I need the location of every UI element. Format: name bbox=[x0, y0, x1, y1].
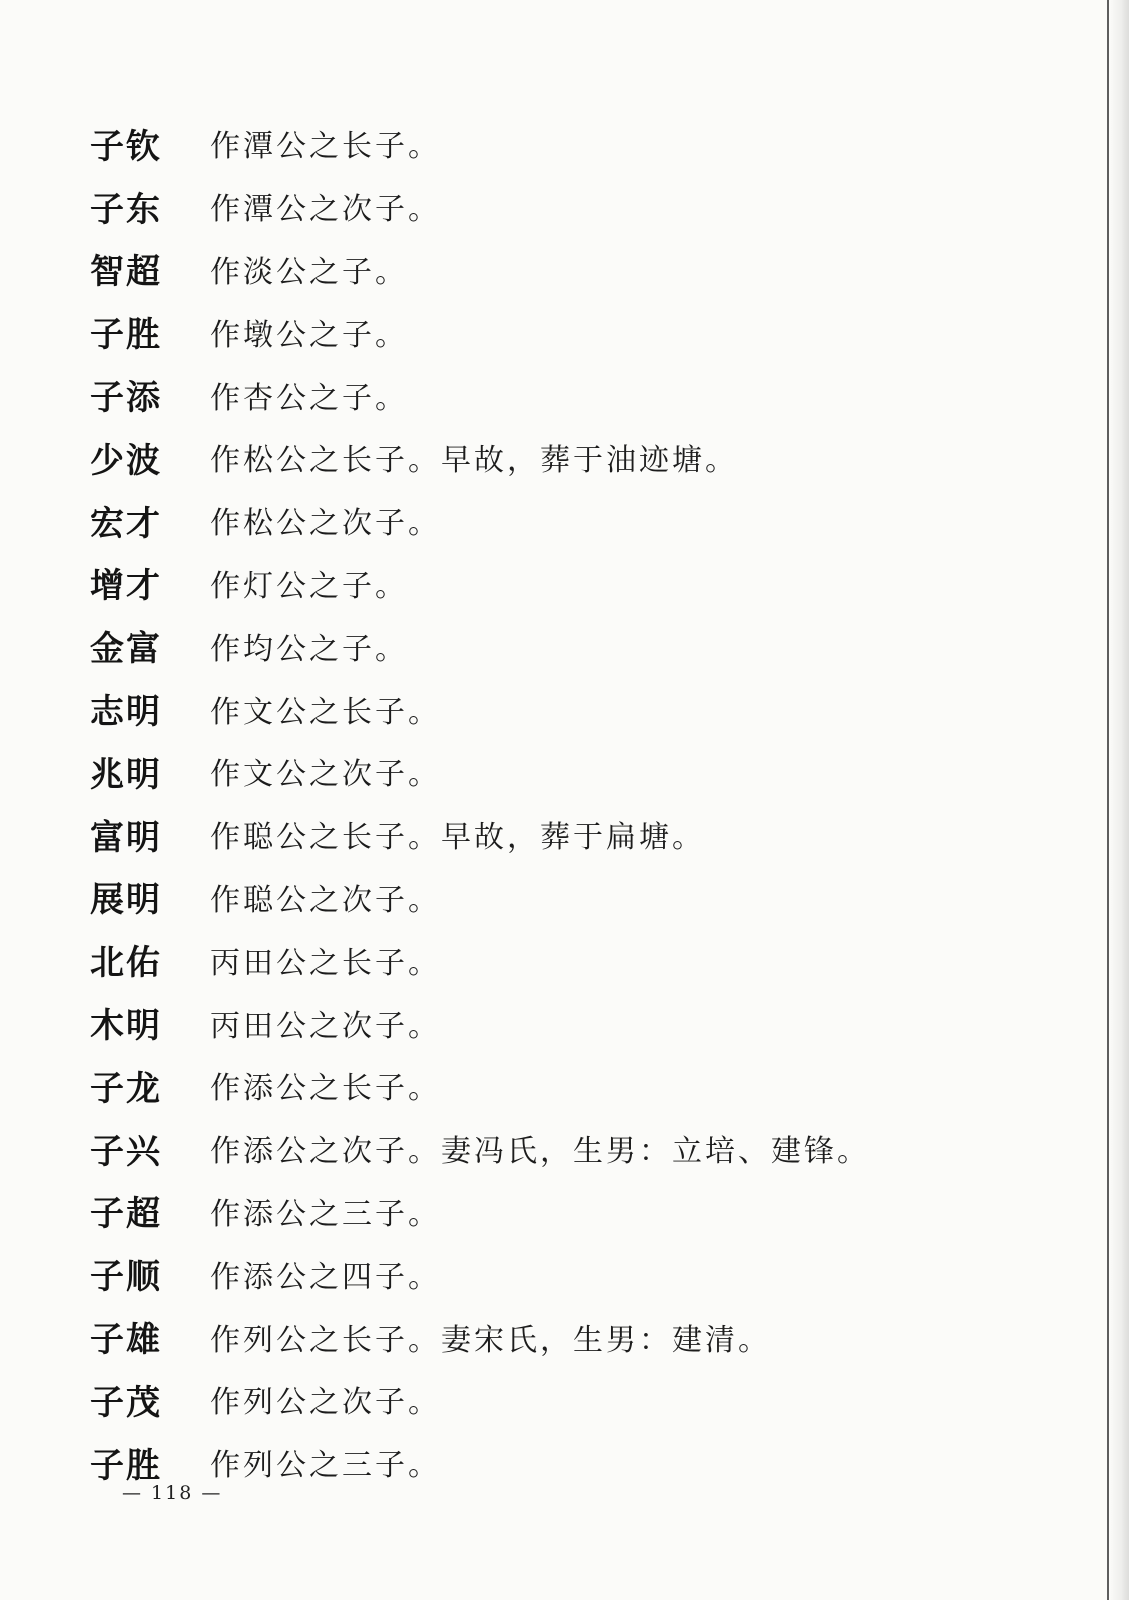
entry-description: 作添公之四子。 bbox=[210, 1259, 441, 1295]
entry-description: 作添公之次子。妻冯氏，生男：立培、建锋。 bbox=[210, 1134, 870, 1170]
genealogy-entry bbox=[90, 1368, 1050, 1431]
entry-description: 作聪公之长子。早故，葬于扁塘。 bbox=[210, 820, 705, 856]
entry-name: 子兴 bbox=[90, 1131, 162, 1172]
scan-edge-line bbox=[1107, 0, 1109, 1600]
genealogy-entry bbox=[90, 614, 1050, 677]
entry-name: 子雄 bbox=[90, 1320, 162, 1361]
genealogy-entry bbox=[90, 991, 1050, 1054]
genealogy-entry bbox=[90, 238, 1050, 301]
genealogy-entry bbox=[90, 175, 1050, 238]
entry-name: 木明 bbox=[90, 1006, 162, 1047]
entry-description: 作添公之三子。 bbox=[210, 1196, 441, 1232]
genealogy-entry bbox=[90, 1305, 1050, 1368]
entry-name: 增才 bbox=[90, 566, 162, 607]
entry-name: 子钦 bbox=[90, 126, 162, 167]
genealogy-entry bbox=[90, 552, 1050, 615]
entry-name: 富明 bbox=[90, 817, 162, 858]
entry-description: 作列公之三子。 bbox=[210, 1448, 441, 1484]
entry-description: 作文公之次子。 bbox=[210, 757, 441, 793]
genealogy-entry bbox=[90, 1242, 1050, 1305]
genealogy-entry bbox=[90, 1054, 1050, 1117]
scan-edge-shadow bbox=[1109, 0, 1129, 1600]
entry-description: 丙田公之长子。 bbox=[210, 945, 441, 981]
entry-name: 子顺 bbox=[90, 1257, 162, 1298]
genealogy-entry bbox=[90, 363, 1050, 426]
entry-name: 子茂 bbox=[90, 1382, 162, 1423]
genealogy-entry bbox=[90, 112, 1050, 175]
genealogy-entry bbox=[90, 1180, 1050, 1243]
genealogy-entry bbox=[90, 803, 1050, 866]
genealogy-entry bbox=[90, 489, 1050, 552]
entry-description: 作松公之次子。 bbox=[210, 506, 441, 542]
genealogy-entry bbox=[90, 928, 1050, 991]
entry-name: 宏才 bbox=[90, 503, 162, 544]
genealogy-entry bbox=[90, 300, 1050, 363]
entry-name: 少波 bbox=[90, 440, 162, 481]
entry-name: 子胜 bbox=[90, 1445, 162, 1486]
page-number: — 118 — bbox=[122, 1482, 223, 1504]
entry-description: 作聪公之次子。 bbox=[210, 882, 441, 918]
entry-name: 金富 bbox=[90, 629, 162, 670]
entry-name: 北佑 bbox=[90, 943, 162, 984]
entry-name: 子胜 bbox=[90, 315, 162, 356]
entry-description: 作松公之长子。早故，葬于油迹塘。 bbox=[210, 443, 738, 479]
entry-description: 作潭公之长子。 bbox=[210, 129, 441, 165]
genealogy-entry bbox=[90, 426, 1050, 489]
entry-description: 作杏公之子。 bbox=[210, 380, 408, 416]
entry-description: 作文公之长子。 bbox=[210, 694, 441, 730]
entry-name: 子龙 bbox=[90, 1068, 162, 1109]
entry-name: 展明 bbox=[90, 880, 162, 921]
genealogy-entry bbox=[90, 677, 1050, 740]
genealogy-entry bbox=[90, 740, 1050, 803]
genealogy-entry bbox=[90, 1117, 1050, 1180]
entry-name: 子超 bbox=[90, 1194, 162, 1235]
genealogy-entry-list bbox=[90, 112, 1050, 1494]
entry-name: 子添 bbox=[90, 378, 162, 419]
entry-description: 作灯公之子。 bbox=[210, 568, 408, 604]
entry-name: 子东 bbox=[90, 189, 162, 230]
entry-description: 作列公之次子。 bbox=[210, 1385, 441, 1421]
entry-description: 作淡公之子。 bbox=[210, 254, 408, 290]
entry-description: 作墩公之子。 bbox=[210, 317, 408, 353]
entry-name: 智超 bbox=[90, 252, 162, 293]
genealogy-entry bbox=[90, 866, 1050, 929]
entry-description: 作添公之长子。 bbox=[210, 1071, 441, 1107]
genealogy-entry bbox=[90, 1431, 1050, 1494]
entry-name: 志明 bbox=[90, 692, 162, 733]
entry-description: 作潭公之次子。 bbox=[210, 192, 441, 228]
entry-description: 作均公之子。 bbox=[210, 631, 408, 667]
entry-description: 丙田公之次子。 bbox=[210, 1008, 441, 1044]
entry-description: 作列公之长子。妻宋氏，生男：建清。 bbox=[210, 1322, 771, 1358]
entry-name: 兆明 bbox=[90, 754, 162, 795]
